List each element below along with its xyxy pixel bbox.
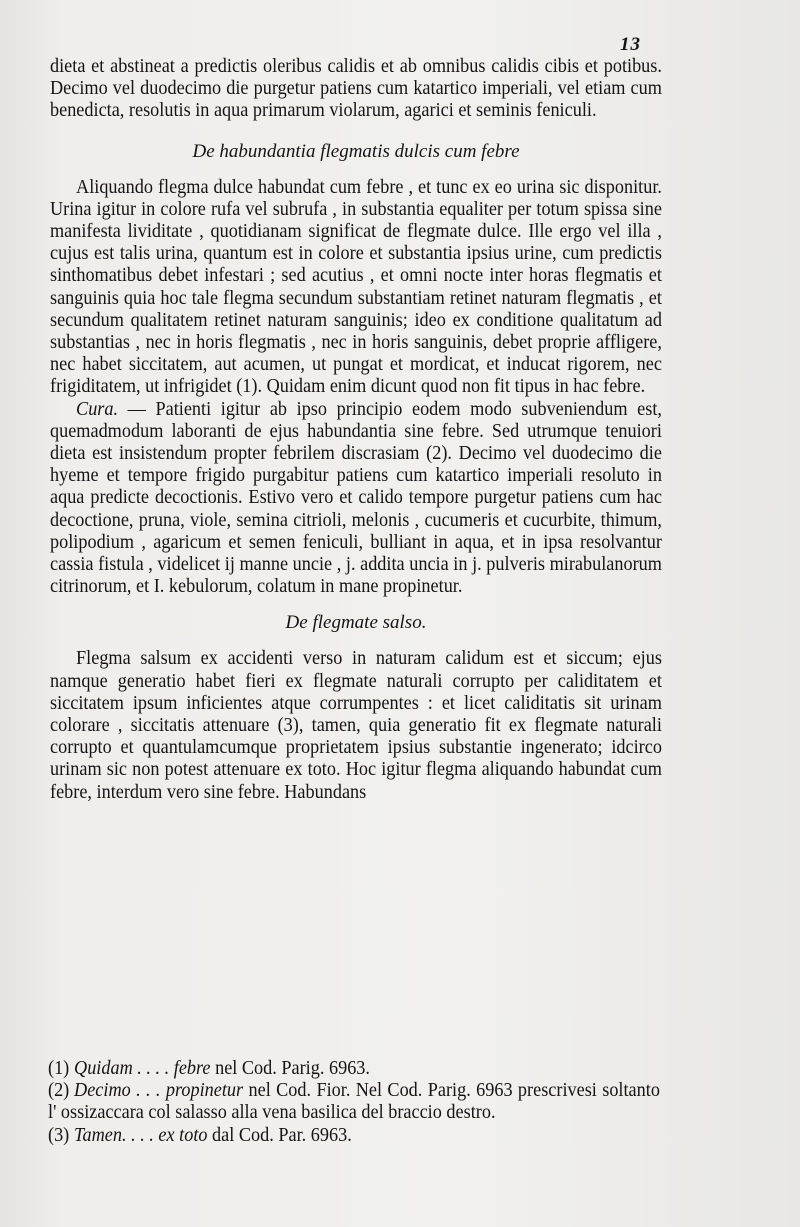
- section-heading-flegma-dulce: De habundantia flegmatis dulcis cum febre: [192, 140, 520, 162]
- section-heading-flegma-salsum: De flegmate salso.: [285, 612, 427, 634]
- paragraph-4: Flegma salsum ex accidenti verso in naturam calidum est et siccum; ejus namque generatio habet fieri ex flegmate naturali corrupto per caliditatem et siccitatem ipsum inficientes atque corrumpentes : et licet caliditatis sit urinam colorare , siccitatis attenuare (3), tamen, quia generatio fit ex flegmate naturali corrupto et quantulamcumque proprietatem ipsius substantie ingenerato; idcirco urinam sic non potest attenuare ex toto. Hoc igitur flegma aliquando habundat cum febre, interdum vero sine febre. Habundans: [50, 648, 662, 803]
- footnotes: [48, 1058, 678, 1147]
- footnote-3: [48, 1125, 660, 1147]
- footnote-2: [48, 1080, 660, 1124]
- paragraph-3-text: — Patienti igitur ab ipso principio eodem modo subveniendum est, quemadmodum laboranti de ejus habundantia sine febre. Sed utrumque tenuiori dieta est insistendum propter febrilem discrasiam (2). Decimo vel duodecimo die hyeme et tempore frigido purgabitur patiens cum katartico imperiali resoluto in aqua predicte decoctionis. Estivo vero et calido tempore purgetur patiens cum hac decoctione, pruna, viole, semina citrioli, melonis , cucumeris et cucurbite, thimum, polipodium , agaricum et semen feniculi, bulliant in aqua, et in ipsa resolvantur cassia fistula , videlicet ij manne uncie , j. addita uncia in j. pulveris mirabulanorum citrinorum, et I. kebulorum, colatum in mane propinetur.: [50, 398, 662, 598]
- footnote-number: (1): [48, 1058, 70, 1079]
- footnote-text: nel Cod. Parig. 6963.: [210, 1058, 370, 1079]
- paragraph-2: Aliquando flegma dulce habundat cum febre , et tunc ex eo urina sic disponitur. Urina igitur in colore rufa vel subrufa , in substantia equaliter per totum spissa sine manifesta lividitate , quotidianam significat de flegmate dulce. Ille ergo vel illa , cujus est talis urina, quantum est in colore et substantia ipsius urine, cum predictis sinthomatibus debet infestari ; sed acutius , et omni nocte inter horas flegmatis et sanguinis quia hoc tale flegma secundum substantiam retinet naturam flegmatis , et secundum qualitatem retinet naturam sanguinis; ideo ex conditione qualitatum ad substantias , nec in horis flegmatis , nec in horis sanguinis, debet proprie affligere, nec habet siccitatem, aut acumen, ut pungat et mordicat, et inducat rigorem, nec frigiditatem, ut infrigidet (1). Quidam enim dicunt quod non fit tipus in hac febre.: [50, 176, 662, 398]
- footnote-ref: Tamen. . . . ex toto: [74, 1124, 208, 1146]
- main-text: [50, 56, 662, 804]
- footnote-ref: Quidam . . . . febre: [74, 1058, 211, 1079]
- cura-label: Cura.: [76, 398, 119, 420]
- footnote-text: dal Cod. Par. 6963.: [207, 1124, 352, 1146]
- paragraph-1: dieta et abstineat a predictis oleribus calidis et ab omnibus calidis cibis et potibus. Decimo vel duodecimo die purgetur patiens cum katartico imperiali, vel etiam cum benedicta, resolutis in aqua primarum violarum, agarici et seminis feniculi.: [50, 56, 662, 122]
- footnote-text: nel Cod. Fior. Nel Cod. Parig. 6963 prescrivesi soltanto l' ossizaccara col salasso alla vena basilica del braccio destro.: [48, 1080, 660, 1124]
- page-number: 13: [620, 34, 641, 55]
- footnote-number: (2): [48, 1080, 70, 1102]
- footnote-1: [48, 1058, 660, 1080]
- footnote-ref: Decimo . . . propinetur: [74, 1080, 244, 1102]
- paragraph-3: [50, 399, 662, 599]
- footnote-number: (3): [48, 1124, 70, 1146]
